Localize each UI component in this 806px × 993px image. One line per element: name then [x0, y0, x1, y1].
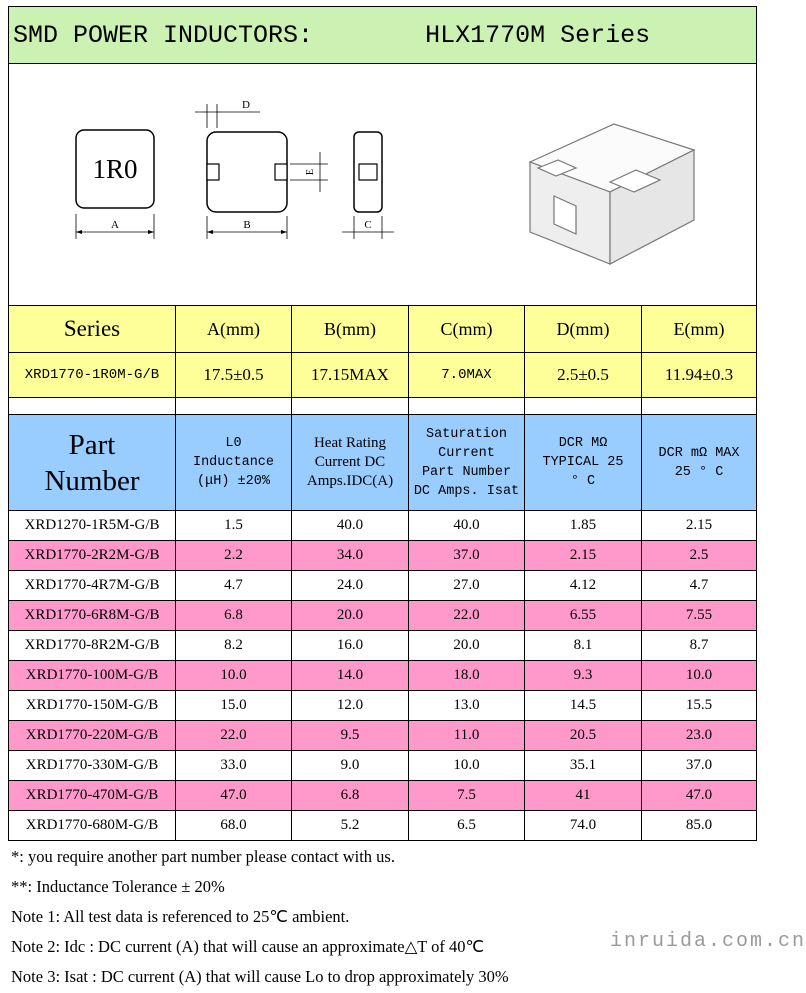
- cell-idc: 24.0: [292, 571, 409, 601]
- drawing-row: [9, 64, 757, 306]
- cell-l0: 1.5: [176, 511, 292, 541]
- header-saturation: Saturation Current Part Number DC Amps. Isat: [409, 415, 525, 511]
- dim-b-label: B: [242, 219, 251, 231]
- title-row: [9, 7, 757, 64]
- cell-dcr-max: 8.7: [642, 631, 757, 661]
- cell-l0: 33.0: [176, 751, 292, 781]
- dim-e-label: E: [304, 168, 316, 176]
- header-heat-rating: Heat Rating Current DC Amps.IDC(A): [292, 415, 409, 511]
- spec-value-series: XRD1770-1R0M-G/B: [9, 353, 176, 398]
- dimension-drawing: [9, 64, 757, 306]
- cell-isat: 27.0: [409, 571, 525, 601]
- header-inductance: L0 Inductance (μH) ±20%: [176, 415, 292, 511]
- table-row: [9, 511, 757, 541]
- spec-header-e: E(mm): [642, 306, 757, 353]
- table-row: [9, 691, 757, 721]
- page-title: [9, 7, 757, 64]
- cell-dcr-typ: 20.5: [525, 721, 642, 751]
- cell-isat: 11.0: [409, 721, 525, 751]
- cell-dcr-max: 10.0: [642, 661, 757, 691]
- cell-part: XRD1770-680M-G/B: [9, 811, 176, 841]
- cell-isat: 20.0: [409, 631, 525, 661]
- cell-idc: 12.0: [292, 691, 409, 721]
- cell-isat: 7.5: [409, 781, 525, 811]
- cell-dcr-typ: 4.12: [525, 571, 642, 601]
- spec-header-c: C(mm): [409, 306, 525, 353]
- cell-dcr-typ: 14.5: [525, 691, 642, 721]
- bottom-pad-left: [207, 164, 219, 180]
- cell-l0: 10.0: [176, 661, 292, 691]
- datasheet-table: [8, 6, 757, 841]
- notes-section: [11, 842, 751, 992]
- watermark: inruida.com.cn: [610, 930, 806, 953]
- cell-idc: 5.2: [292, 811, 409, 841]
- cell-dcr-max: 23.0: [642, 721, 757, 751]
- note-1: Note 1: All test data is referenced to 25℃ ambient.: [11, 907, 350, 926]
- marking-text: 1R0: [91, 154, 138, 184]
- table-row: [9, 601, 757, 631]
- spec-header-row: [9, 306, 757, 353]
- cell-part: XRD1770-2R2M-G/B: [9, 541, 176, 571]
- cell-isat: 40.0: [409, 511, 525, 541]
- cell-l0: 47.0: [176, 781, 292, 811]
- cell-idc: 16.0: [292, 631, 409, 661]
- cell-dcr-typ: 6.55: [525, 601, 642, 631]
- cell-dcr-typ: 1.85: [525, 511, 642, 541]
- header-part-number: Part Number: [9, 415, 176, 511]
- note-contact: *: you require another part number please contact with us.: [11, 847, 395, 866]
- dim-d-label: D: [241, 99, 250, 111]
- title-series: HLX1770M Series: [425, 20, 651, 50]
- cell-idc: 20.0: [292, 601, 409, 631]
- cell-l0: 68.0: [176, 811, 292, 841]
- cell-part: XRD1270-1R5M-G/B: [9, 511, 176, 541]
- cell-idc: 6.8: [292, 781, 409, 811]
- bottom-pad-right: [275, 164, 287, 180]
- note-3: Note 3: Isat : DC current (A) that will cause Lo to drop approximately 30%: [11, 967, 509, 986]
- part-header-row: [9, 415, 757, 511]
- cell-l0: 22.0: [176, 721, 292, 751]
- cell-idc: 9.0: [292, 751, 409, 781]
- cell-l0: 6.8: [176, 601, 292, 631]
- cell-part: XRD1770-220M-G/B: [9, 721, 176, 751]
- cell-idc: 40.0: [292, 511, 409, 541]
- cell-dcr-max: 7.55: [642, 601, 757, 631]
- spec-header-b: B(mm): [292, 306, 409, 353]
- cell-isat: 22.0: [409, 601, 525, 631]
- cell-dcr-typ: 2.15: [525, 541, 642, 571]
- cell-dcr-max: 47.0: [642, 781, 757, 811]
- spec-header-series: Series: [9, 306, 176, 353]
- cell-dcr-typ: 74.0: [525, 811, 642, 841]
- isometric-view: [530, 124, 694, 264]
- cell-isat: 37.0: [409, 541, 525, 571]
- table-row: [9, 631, 757, 661]
- cell-part: XRD1770-8R2M-G/B: [9, 631, 176, 661]
- note-tolerance: **: Inductance Tolerance ± 20%: [11, 877, 225, 896]
- cell-idc: 14.0: [292, 661, 409, 691]
- table-row: [9, 721, 757, 751]
- dimension-drawing-svg: [10, 64, 756, 300]
- table-row: [9, 811, 757, 841]
- header-dcr-max: DCR mΩ MAX 25 ° C: [642, 415, 757, 511]
- spec-value-d: 2.5±0.5: [525, 353, 642, 398]
- cell-dcr-max: 15.5: [642, 691, 757, 721]
- note-2: Note 2: Idc : DC current (A) that will cause an approximate△T of 40℃: [11, 937, 485, 956]
- cell-dcr-max: 4.7: [642, 571, 757, 601]
- spec-value-row: [9, 353, 757, 398]
- side-pad: [359, 164, 377, 180]
- header-dcr-typical: DCR MΩ TYPICAL 25 ° C: [525, 415, 642, 511]
- cell-part: XRD1770-470M-G/B: [9, 781, 176, 811]
- cell-part: XRD1770-150M-G/B: [9, 691, 176, 721]
- cell-idc: 34.0: [292, 541, 409, 571]
- cell-dcr-max: 2.5: [642, 541, 757, 571]
- cell-dcr-typ: 35.1: [525, 751, 642, 781]
- dim-c-label: C: [363, 219, 372, 231]
- cell-isat: 13.0: [409, 691, 525, 721]
- cell-dcr-max: 2.15: [642, 511, 757, 541]
- spacer-row: [9, 398, 757, 415]
- spec-header-d: D(mm): [525, 306, 642, 353]
- dim-a-label: A: [110, 219, 119, 231]
- cell-part: XRD1770-4R7M-G/B: [9, 571, 176, 601]
- spec-value-e: 11.94±0.3: [642, 353, 757, 398]
- cell-l0: 4.7: [176, 571, 292, 601]
- part-table-body: [9, 511, 757, 841]
- cell-dcr-typ: 41: [525, 781, 642, 811]
- table-row: [9, 661, 757, 691]
- cell-dcr-typ: 9.3: [525, 661, 642, 691]
- cell-l0: 2.2: [176, 541, 292, 571]
- cell-part: XRD1770-330M-G/B: [9, 751, 176, 781]
- cell-part: XRD1770-6R8M-G/B: [9, 601, 176, 631]
- cell-dcr-max: 37.0: [642, 751, 757, 781]
- cell-isat: 6.5: [409, 811, 525, 841]
- cell-isat: 18.0: [409, 661, 525, 691]
- cell-isat: 10.0: [409, 751, 525, 781]
- cell-part: XRD1770-100M-G/B: [9, 661, 176, 691]
- spec-header-a: A(mm): [176, 306, 292, 353]
- table-row: [9, 571, 757, 601]
- title-left: SMD POWER INDUCTORS:: [13, 20, 314, 50]
- cell-dcr-max: 85.0: [642, 811, 757, 841]
- cell-l0: 15.0: [176, 691, 292, 721]
- table-row: [9, 781, 757, 811]
- spec-value-a: 17.5±0.5: [176, 353, 292, 398]
- spec-value-c: 7.0MAX: [409, 353, 525, 398]
- cell-dcr-typ: 8.1: [525, 631, 642, 661]
- datasheet: [8, 6, 756, 841]
- table-row: [9, 751, 757, 781]
- spec-value-b: 17.15MAX: [292, 353, 409, 398]
- cell-idc: 9.5: [292, 721, 409, 751]
- cell-l0: 8.2: [176, 631, 292, 661]
- table-row: [9, 541, 757, 571]
